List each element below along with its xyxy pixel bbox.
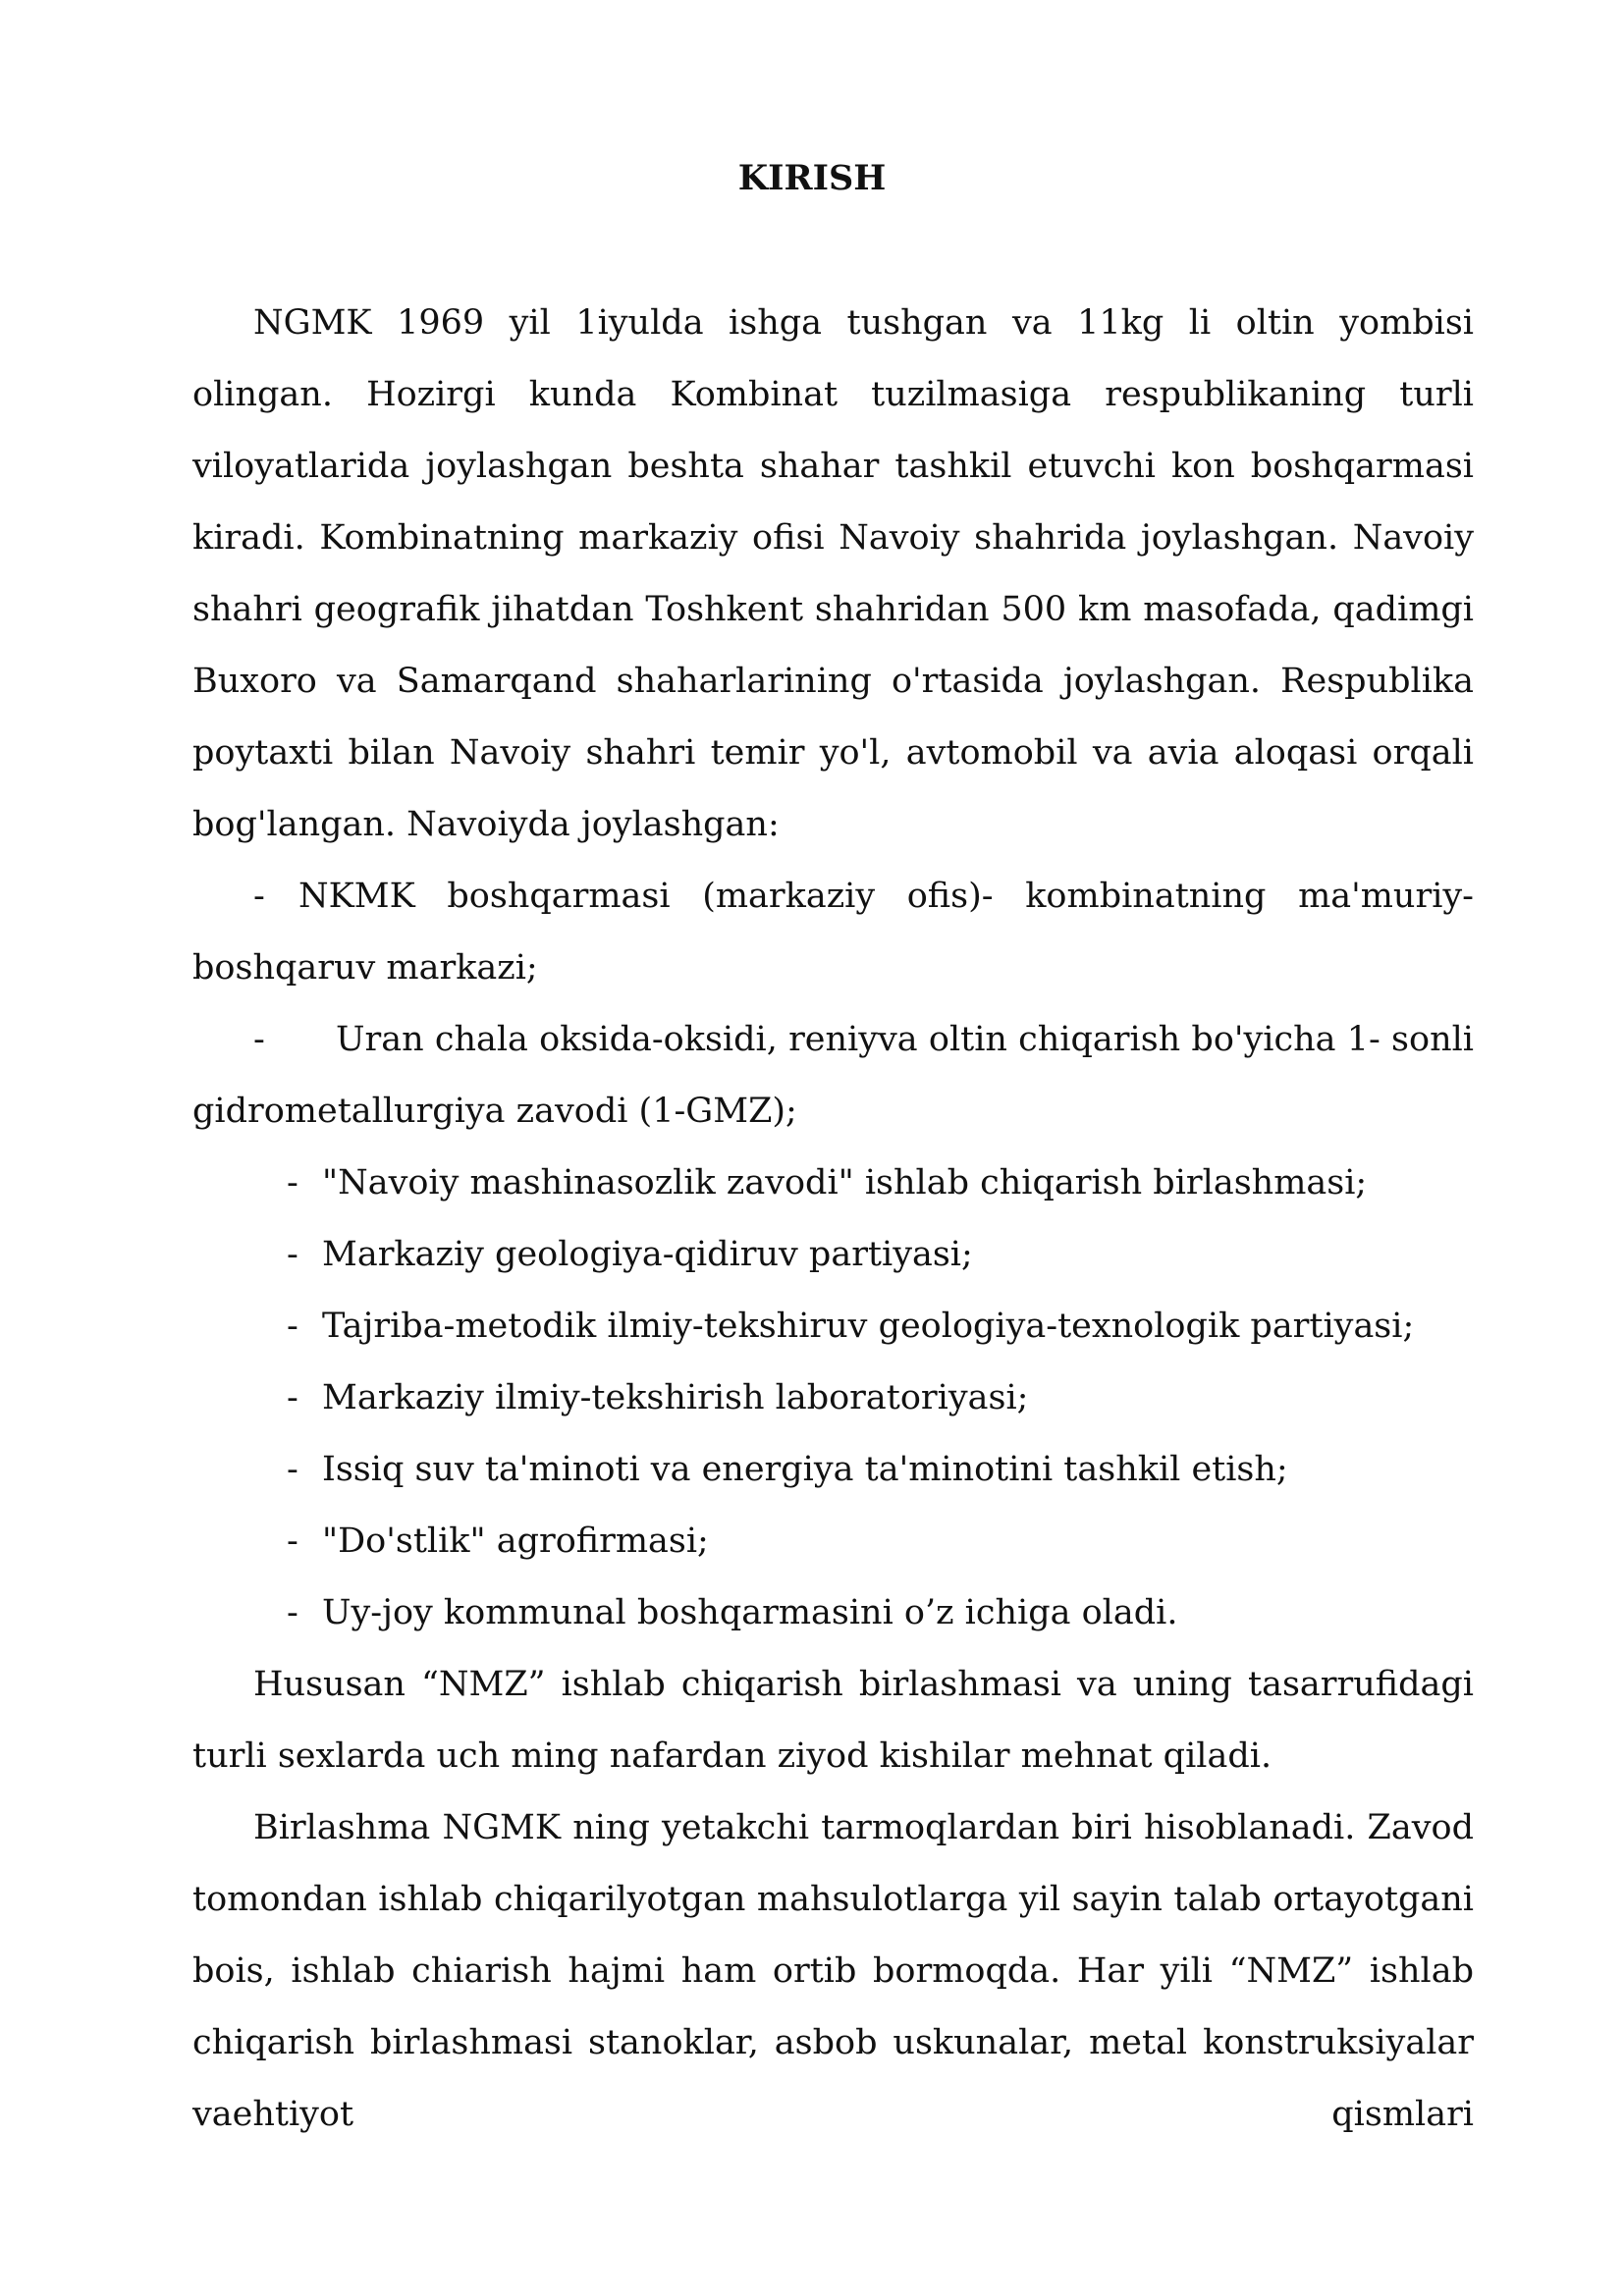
dash-marker: - (253, 1020, 265, 1059)
list-item-text: Issiq suv ta'minoti va energiya ta'minotini tashkil etish; (322, 1450, 1288, 1489)
page-title: KIRISH (737, 158, 887, 198)
dash-marker: - (253, 877, 265, 916)
list-item (287, 1362, 1474, 1434)
organization-list (192, 1148, 1474, 1649)
dash-marker: - (287, 1307, 298, 1346)
list-item (287, 1291, 1474, 1362)
list-item-lead-2 (192, 1004, 1474, 1148)
dash-marker: - (287, 1593, 298, 1632)
dash-marker: - (287, 1235, 298, 1274)
list-item-text: Markaziy geologiya-qidiruv partiyasi; (322, 1235, 973, 1274)
list-item-text: Markaziy ilmiy-tekshirish laboratoriyasi; (322, 1378, 1029, 1417)
dash-marker: - (287, 1163, 298, 1202)
intro-paragraph: NGMK 1969 yil 1iyulda ishga tushgan va 11kg li oltin yombisi olingan. Hozirgi kunda Kombinat tuzilmasiga respublikaning turli viloyatlarida joylashgan beshta shahar tashkil etuvchi kon boshqarmasi kiradi. Kombinatning markaziy ofisi Navoiy shahrida joylashgan. Navoiy shahri geografik jihatdan Toshkent shahridan 500 km masofada, qadimgi Buxoro va Samarqand shaharlarining o'rtasida joylashgan. Respublika poytaxti bilan Navoiy shahri temir yo'l, avtomobil va avia aloqasi orqali bog'langan. Navoiyda joylashgan: (192, 303, 1474, 844)
list-item-text: "Do'stlik" agrofirmasi; (322, 1522, 709, 1561)
list-item-lead-1 (192, 861, 1474, 1004)
list-item (287, 1506, 1474, 1577)
list-item (287, 1434, 1474, 1506)
list-item-text: "Navoiy mashinasozlik zavodi" ishlab chiqarish birlashmasi; (322, 1163, 1368, 1202)
nmz-paragraph: Hususan “NMZ” ishlab chiqarish birlashmasi va uning tasarrufidagi turli sexlarda uch ming nafardan ziyod kishilar mehnat qiladi. (192, 1665, 1474, 1776)
list-item-text: Tajriba-metodik ilmiy-tekshiruv geologiya-texnologik partiyasi; (322, 1307, 1415, 1346)
list-item-text: NKMK boshqarmasi (markaziy ofis)- kombinatning ma'muriy-boshqaruv markazi; (192, 877, 1474, 988)
list-item-text: Uran chala oksida-oksidi, reniyva oltin chiqarish bo'yicha 1- sonli gidrometallurgiya zavodi (1-GMZ); (192, 1020, 1474, 1131)
dash-marker: - (287, 1450, 298, 1489)
list-item (287, 1577, 1474, 1649)
list-item (287, 1148, 1474, 1219)
list-item-text: Uy-joy kommunal boshqarmasini o’z ichiga oladi. (322, 1593, 1178, 1632)
document-body (192, 288, 1474, 2151)
list-item (287, 1219, 1474, 1291)
dash-marker: - (287, 1522, 298, 1561)
birlashma-paragraph: Birlashma NGMK ning yetakchi tarmoqlardan biri hisoblanadi. Zavod tomondan ishlab chiqarilyotgan mahsulotlarga yil sayin talab ortayotgani bois, ishlab chiarish hajmi ham ortib bormoqda. Har yili “NMZ” ishlab chiqarish birlashmasi stanoklar, asbob uskunalar, metal konstruksiyalar vaehtiyot qismlari (192, 1808, 1474, 2134)
dash-marker: - (287, 1378, 298, 1417)
